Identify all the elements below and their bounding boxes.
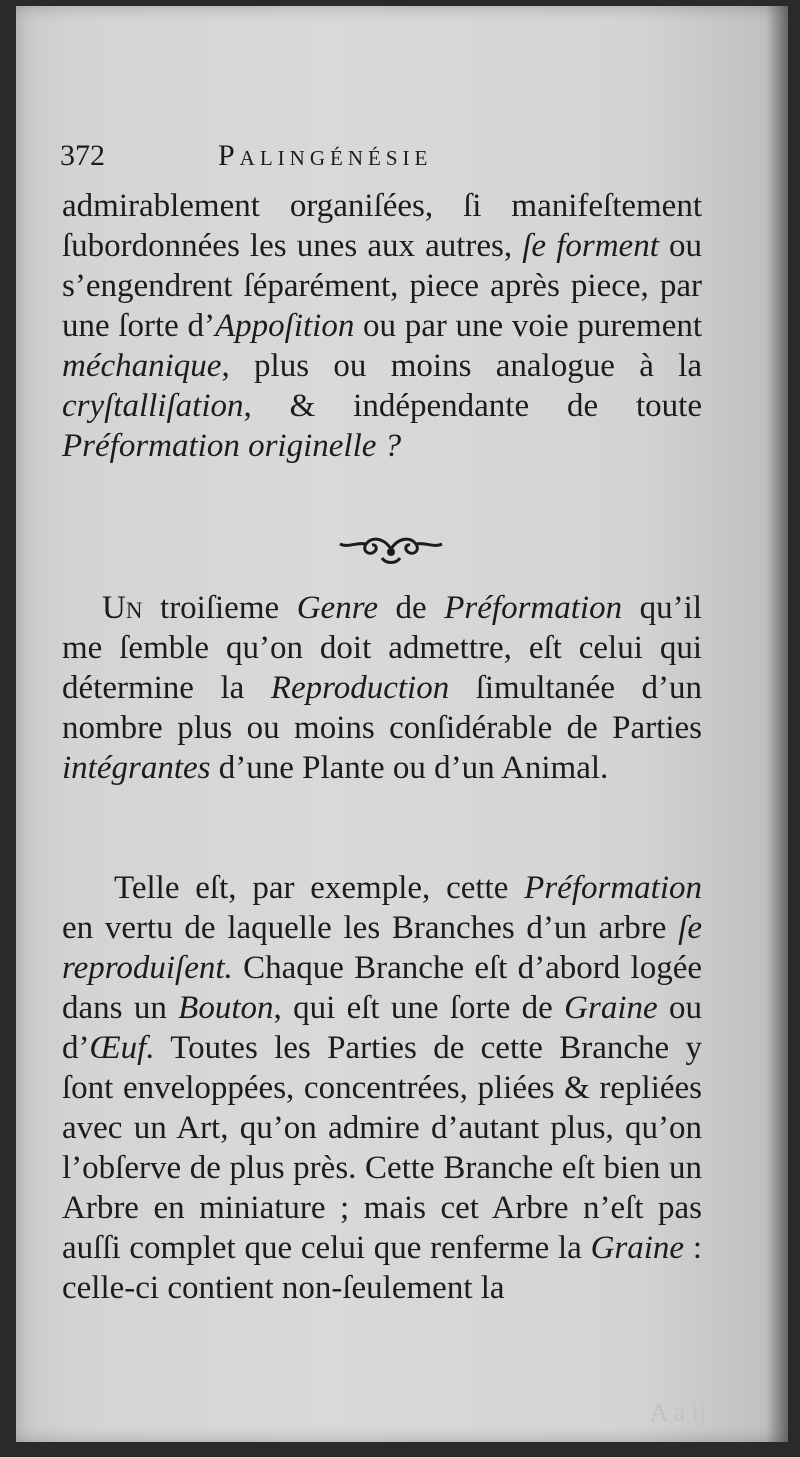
text-run: qu’il me ſemble qu’on doit admettre, eſt celui qui détermine la <box>62 590 702 706</box>
running-head <box>60 136 740 176</box>
italic-term: ſe reproduiſent. <box>62 910 702 986</box>
text-run: troiſieme <box>142 590 297 626</box>
text-run: : celle-ci contient non-ſeulement la <box>62 1230 702 1306</box>
small-caps-opening: Un <box>102 590 143 626</box>
text-run: de <box>377 590 445 626</box>
signature-mark: A a ij <box>649 1398 706 1427</box>
text-run: Toutes les Parties de cette Branche y ſont enveloppées, concentrées, pliées & repliées avec un Art, qu’on admire d’autant plus, qu’on l’obſerve de plus près. Cette Branche eſt bien un Arbre en miniature ; mais cet Arbre n’eſt pas auſſi complet que celui que renferme la <box>62 1030 702 1266</box>
italic-term: méchanique <box>62 348 222 384</box>
italic-term: Graine <box>590 1230 685 1266</box>
text-run: , & indépendante de toute <box>243 388 702 424</box>
text-run: , plus ou moins analogue à la <box>221 348 702 384</box>
italic-term: intégrantes <box>62 750 211 786</box>
text-run: ou s’engendrent ſéparément, piece après piece, par une ſorte d’ <box>62 228 702 344</box>
italic-term: cryſtalliſation <box>62 388 244 424</box>
text-run: Chaque Branche eſt d’abord logée dans un <box>62 950 702 1026</box>
paragraph-2 <box>62 588 702 788</box>
italic-term: Appoſition <box>215 308 355 344</box>
book-page <box>16 6 788 1442</box>
paragraph-3 <box>62 868 702 1308</box>
italic-term: Bouton <box>178 990 274 1026</box>
text-run: ou d’ <box>62 990 702 1066</box>
italic-term: Préformation originelle ? <box>62 428 402 464</box>
running-title: Palingénésie <box>218 139 433 172</box>
text-run: d’une Plante ou d’un Animal. <box>210 750 609 786</box>
text-run: Telle eſt, par exemple, cette <box>114 870 525 906</box>
italic-term: Préformation <box>444 590 623 626</box>
text-run: ou par une voie purement <box>354 308 703 344</box>
italic-term: Graine <box>564 990 658 1026</box>
fleuron-ornament-icon <box>336 532 446 566</box>
italic-term: Genre <box>296 590 378 626</box>
text-run: ſimultanée d’un nombre plus ou moins conſidérable de Parties <box>62 670 702 746</box>
italic-term: Préformation <box>524 870 702 906</box>
text-run: en vertu de laquelle les Branches d’un arbre <box>62 910 679 946</box>
italic-term: ſe forment <box>522 228 659 264</box>
italic-term: Reproduction <box>270 670 450 706</box>
italic-term: Œuf. <box>89 1030 155 1066</box>
text-run: admirablement organiſées, ſi manifeſtement ſubordonnées les unes aux autres, <box>62 188 702 264</box>
spine-shadow <box>766 6 788 1442</box>
text-run: , qui eſt une ſorte de <box>273 990 565 1026</box>
page-number: 372 <box>60 139 105 172</box>
paragraph-1 <box>62 186 702 466</box>
